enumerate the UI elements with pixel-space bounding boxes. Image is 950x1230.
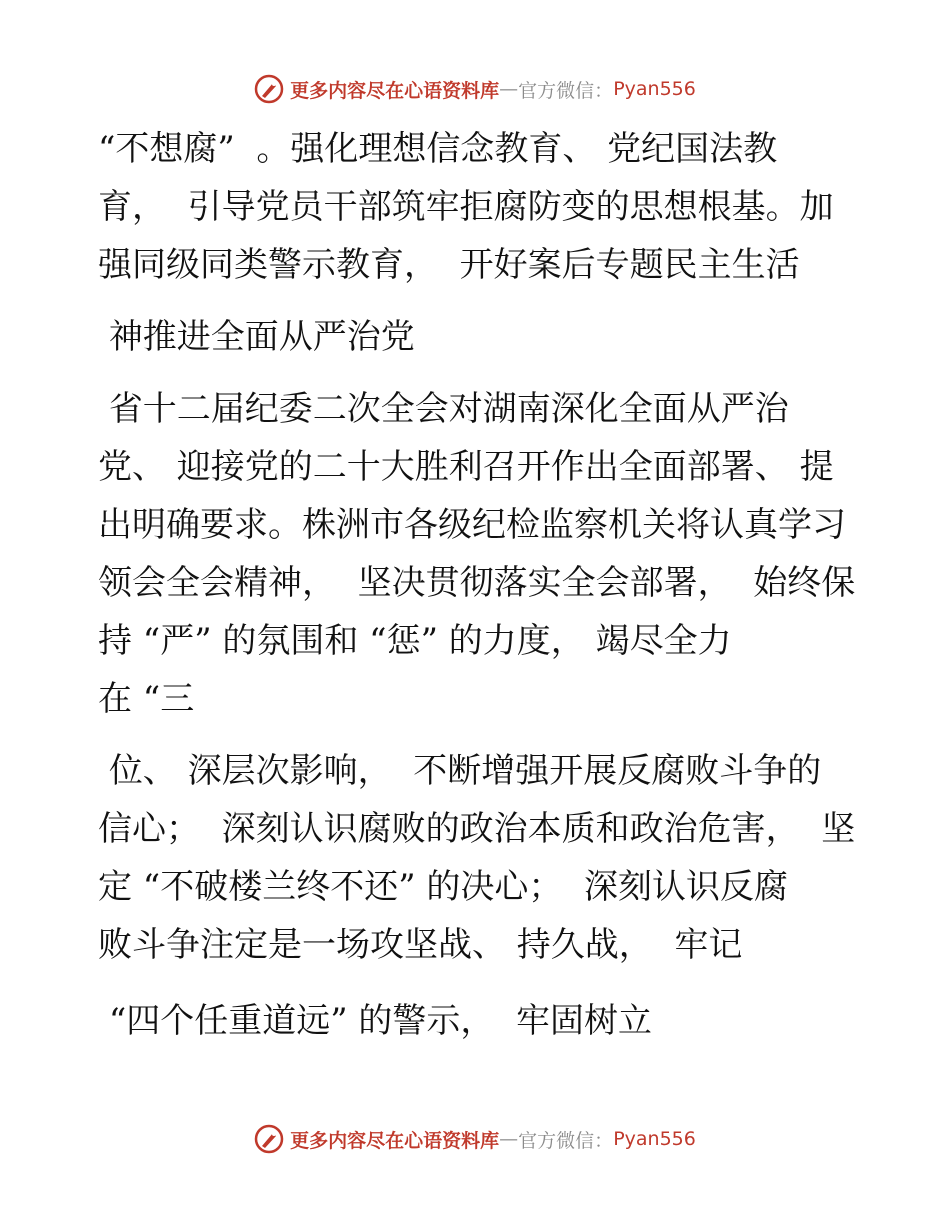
paragraph (98, 992, 858, 1050)
text-line: “四个任重道远” 的警示， 牢固树立 (98, 1001, 652, 1041)
pen-nib-icon (254, 1124, 284, 1154)
watermark-separator: — (499, 1128, 519, 1150)
text-line: 持 “严” 的氛围和 “惩” 的力度， 竭尽全力 (98, 621, 732, 661)
text-line: 强同级同类警示教育， 开好案后专题民主生活 (98, 245, 800, 285)
watermark-brand: 更多内容尽在心语资料库 (290, 1129, 500, 1152)
text-line: 位、 深层次影响， 不断增强开展反腐败斗争的 (98, 751, 822, 791)
paragraph (98, 308, 858, 366)
watermark-contact-id: Pyan556 (613, 1128, 696, 1150)
watermark-contact-label: 官方微信： (518, 79, 614, 102)
watermark-contact-label: 官方微信： (518, 1129, 614, 1152)
text-line: 党、 迎接党的二十大胜利召开作出全面部署、 提 (98, 447, 834, 487)
text-line: 育， 引导党员干部筑牢拒腐防变的思想根基。加 (98, 187, 834, 227)
header-watermark (0, 74, 950, 104)
paragraph (98, 742, 858, 974)
text-line: “不想腐” 。强化理想信念教育、 党纪国法教 (98, 129, 778, 169)
watermark-brand: 更多内容尽在心语资料库 (290, 79, 500, 102)
paragraph (98, 120, 858, 294)
text-line: 出明确要求。株洲市各级纪检监察机关将认真学习 (98, 505, 846, 545)
footer-watermark (0, 1124, 950, 1154)
pen-nib-icon (254, 74, 284, 104)
text-line: 定 “不破楼兰终不还” 的决心； 深刻认识反腐 (98, 867, 788, 907)
text-line: 领会全会精神， 坚决贯彻落实全会部署， 始终保 (98, 563, 856, 603)
watermark-separator: — (499, 78, 519, 100)
text-line: 神推进全面从严治党 (98, 317, 415, 357)
text-line: 败斗争注定是一场攻坚战、 持久战， 牢记 (98, 925, 743, 965)
text-line: 在 “三 (98, 679, 195, 719)
document-body (98, 120, 858, 1050)
text-line: 信心； 深刻认识腐败的政治本质和政治危害， 坚 (98, 809, 856, 849)
text-line: 省十二届纪委二次全会对湖南深化全面从严治 (98, 389, 789, 429)
watermark-contact-id: Pyan556 (613, 78, 696, 100)
paragraph (98, 380, 858, 728)
